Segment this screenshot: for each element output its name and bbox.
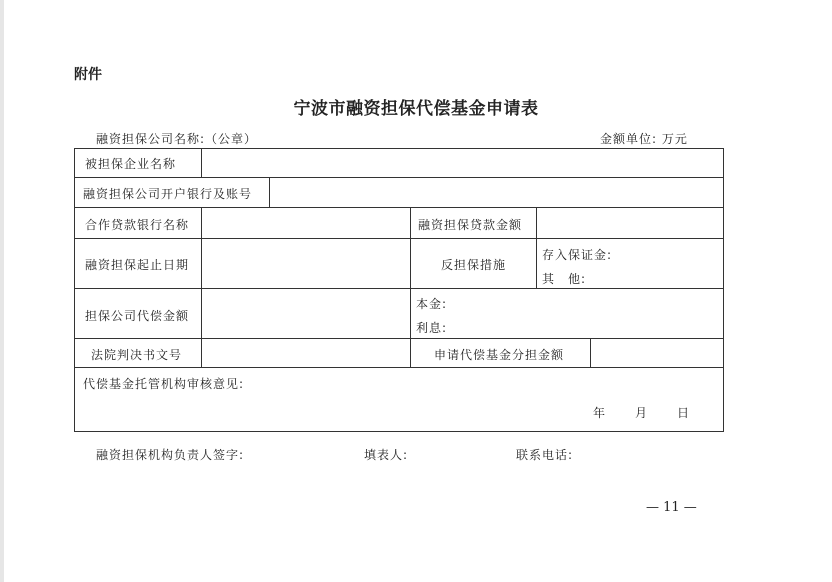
deposit-label[interactable]: 存入保证金: bbox=[542, 248, 613, 262]
row-divider bbox=[75, 238, 723, 239]
attachment-label: 附件 bbox=[74, 67, 102, 83]
col-divider bbox=[410, 207, 411, 367]
col-divider bbox=[590, 338, 591, 367]
col-divider bbox=[269, 177, 270, 207]
row-divider bbox=[75, 177, 723, 178]
bank-account-field[interactable] bbox=[271, 180, 721, 205]
col-divider bbox=[201, 149, 202, 177]
trustee-opinion-field[interactable] bbox=[77, 391, 721, 429]
compensation-amount-field[interactable] bbox=[203, 291, 408, 336]
date-year: 年 bbox=[593, 406, 607, 420]
page-number: — 11 — bbox=[646, 500, 697, 515]
compensation-amount-label: 担保公司代偿金额 bbox=[85, 309, 190, 323]
guaranteed-enterprise-field[interactable] bbox=[203, 151, 721, 175]
col-divider bbox=[201, 207, 202, 367]
guarantee-period-field[interactable] bbox=[203, 241, 408, 286]
court-document-field[interactable] bbox=[203, 341, 408, 365]
date-day: 日 bbox=[677, 406, 691, 420]
row-divider bbox=[75, 367, 723, 368]
row-divider bbox=[75, 338, 723, 339]
fund-share-field[interactable] bbox=[592, 341, 721, 365]
amount-unit-label: 金额单位: 万元 bbox=[600, 132, 688, 146]
loan-amount-field[interactable] bbox=[538, 210, 721, 236]
trustee-opinion-label: 代偿基金托管机构审核意见: bbox=[83, 377, 245, 391]
form-title: 宁波市融资担保代偿基金申请表 bbox=[293, 99, 539, 119]
loan-amount-label: 融资担保贷款金额 bbox=[418, 218, 523, 232]
application-form-table bbox=[74, 148, 724, 432]
col-divider bbox=[536, 207, 537, 288]
date-month: 月 bbox=[635, 406, 649, 420]
company-name-label: 融资担保公司名称:（公章） bbox=[96, 132, 258, 146]
court-document-label: 法院判决书文号 bbox=[91, 348, 183, 362]
cooperative-bank-field[interactable] bbox=[203, 210, 408, 236]
phone-label: 联系电话: bbox=[516, 448, 574, 462]
page-edge bbox=[0, 0, 4, 582]
counter-guarantee-label: 反担保措施 bbox=[440, 258, 506, 272]
cooperative-bank-label: 合作贷款银行名称 bbox=[85, 218, 190, 232]
principal-label[interactable]: 本金: bbox=[416, 297, 448, 311]
row-divider bbox=[75, 207, 723, 208]
bank-account-label: 融资担保公司开户银行及账号 bbox=[83, 187, 253, 201]
guarantee-period-label: 融资担保起止日期 bbox=[85, 258, 190, 272]
fund-share-label: 申请代偿基金分担金额 bbox=[434, 348, 565, 362]
row-divider bbox=[75, 288, 723, 289]
interest-label[interactable]: 利息: bbox=[416, 321, 448, 335]
signature-label: 融资担保机构负责人签字: bbox=[96, 448, 245, 462]
filler-label: 填表人: bbox=[364, 448, 409, 462]
guaranteed-enterprise-label: 被担保企业名称 bbox=[85, 157, 177, 171]
other-label[interactable]: 其 他: bbox=[542, 272, 587, 286]
